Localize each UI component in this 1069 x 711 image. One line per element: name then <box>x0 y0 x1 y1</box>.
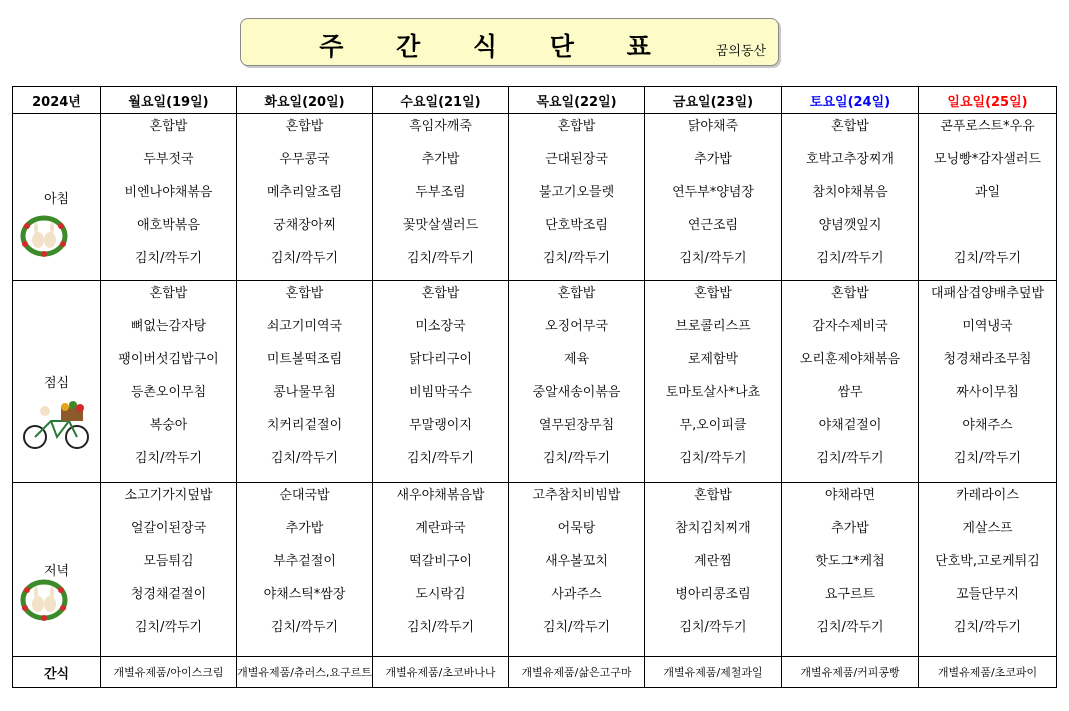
menu-item: 김치/깍두기 <box>953 620 1022 635</box>
day-header-mon: 월요일(19일) <box>101 87 237 114</box>
menu-item: 혼합밥 <box>149 119 188 134</box>
meal-row-dinner <box>13 483 1057 657</box>
snack-item: 개별유제품/제철과일 <box>645 657 782 688</box>
menu-item: 치커리겉절이 <box>266 418 343 433</box>
menu-item: 혼합밥 <box>831 119 869 134</box>
menu-cell <box>645 281 782 483</box>
day-header-tue: 화요일(20일) <box>237 87 373 114</box>
menu-item: 떡갈비구이 <box>409 554 472 569</box>
menu-item: 김치/깍두기 <box>679 620 747 635</box>
day-header-fri: 금요일(23일) <box>645 87 782 114</box>
menu-item: 무,오이피클 <box>679 418 747 433</box>
menu-item: 김치/깍두기 <box>542 251 611 266</box>
year-header: 2024년 <box>13 87 101 114</box>
header-row <box>13 87 1057 114</box>
snack-row <box>13 657 1057 688</box>
menu-item: 김치/깍두기 <box>406 451 475 466</box>
meal-row-lunch <box>13 281 1057 483</box>
menu-item: 대패삼겹양배추덮밥 <box>930 286 1045 301</box>
menu-item: 부추겉절이 <box>273 554 336 569</box>
menu-item: 김치/깍두기 <box>134 251 203 266</box>
snack-item: 개별유제품/츄러스,요구르트 <box>237 657 373 688</box>
menu-item: 야채스틱*쌈장 <box>263 587 346 602</box>
menu-item: 비엔나야채볶음 <box>124 185 213 200</box>
menu-item: 김치/깍두기 <box>406 251 475 266</box>
menu-item: 얼갈이된장국 <box>130 521 207 536</box>
menu-item: 미소장국 <box>415 319 466 334</box>
menu-cell <box>101 114 237 281</box>
menu-cell <box>101 281 237 483</box>
menu-item: 김치/깍두기 <box>679 451 747 466</box>
menu-item: 중알새송이볶음 <box>532 385 621 400</box>
meal-label-cell <box>13 114 101 281</box>
menu-item: 혼합밥 <box>831 286 869 301</box>
menu-item: 연근조림 <box>687 218 739 233</box>
menu-item <box>919 213 1056 246</box>
menu-item: 연두부*양념장 <box>672 185 754 200</box>
menu-item: 청경채겉절이 <box>130 587 207 602</box>
menu-item: 김치/깍두기 <box>816 451 884 466</box>
page-subtitle: 꿈의동산 <box>715 44 766 59</box>
menu-cell <box>645 483 782 657</box>
menu-cell <box>919 483 1057 657</box>
menu-item: 궁채장아찌 <box>273 218 336 233</box>
menu-cell <box>782 114 919 281</box>
menu-item: 비빔막국수 <box>409 385 472 400</box>
menu-item: 청경채라조무침 <box>943 352 1032 367</box>
meal-label-cell <box>13 281 101 483</box>
menu-item: 무말랭이지 <box>409 418 472 433</box>
menu-cell <box>919 114 1057 281</box>
menu-item: 단호박,고로케튀김 <box>935 554 1040 569</box>
menu-item: 꽃맛살샐러드 <box>402 218 479 233</box>
menu-item: 참치야채볶음 <box>812 185 888 200</box>
menu-item: 팽이버섯김밥구이 <box>118 352 219 367</box>
menu-cell <box>237 281 373 483</box>
menu-cell <box>509 483 645 657</box>
meal-label: 점심 <box>43 376 70 391</box>
menu-item: 쇠고기미역국 <box>266 319 343 334</box>
menu-item: 사과주스 <box>551 587 602 602</box>
menu-item: 오리훈제야채볶음 <box>799 352 901 367</box>
menu-item: 소고기가지덮밥 <box>124 488 213 503</box>
menu-item: 참치김치찌개 <box>675 521 751 536</box>
menu-item: 혼합밥 <box>694 286 732 301</box>
menu-cell <box>919 281 1057 483</box>
meal-label: 저녁 <box>43 564 70 579</box>
menu-cell <box>373 483 509 657</box>
menu-item: 흑임자깨죽 <box>409 119 472 134</box>
menu-item: 뼈없는감자탕 <box>130 319 207 334</box>
menu-item: 닭다리구이 <box>409 352 472 367</box>
menu-item: 김치/깍두기 <box>270 451 339 466</box>
menu-item: 콘푸로스트*우유 <box>940 119 1035 134</box>
menu-item: 도시락김 <box>415 587 466 602</box>
menu-item: 야채라면 <box>824 488 876 503</box>
menu-item: 김치/깍두기 <box>134 451 203 466</box>
menu-item: 김치/깍두기 <box>134 620 203 635</box>
menu-item: 콩나물무침 <box>273 385 336 400</box>
menu-item: 근대된장국 <box>545 152 608 167</box>
menu-item: 혼합밥 <box>694 488 732 503</box>
menu-item: 카레라이스 <box>956 488 1019 503</box>
snack-item: 개별유제품/삶은고구마 <box>509 657 645 688</box>
menu-item: 계란파국 <box>415 521 466 536</box>
menu-item: 양념깻잎지 <box>818 218 882 233</box>
menu-item: 모듬튀김 <box>143 554 194 569</box>
menu-item: 야채겉절이 <box>818 418 882 433</box>
snack-item: 개별유제품/커피콩빵 <box>782 657 919 688</box>
menu-cell <box>509 281 645 483</box>
menu-item: 로제함박 <box>687 352 739 367</box>
menu-item: 김치/깍두기 <box>953 251 1022 266</box>
menu-cell <box>509 114 645 281</box>
menu-item: 혼합밥 <box>285 286 324 301</box>
menu-item: 김치/깍두기 <box>406 620 475 635</box>
menu-item: 단호박조림 <box>545 218 608 233</box>
menu-item: 메추리알조림 <box>266 185 343 200</box>
menu-item: 김치/깍두기 <box>816 251 884 266</box>
wreath-bunnies-icon <box>19 578 69 622</box>
menu-item: 애호박볶음 <box>137 218 200 233</box>
menu-item: 호박고추장찌개 <box>806 152 894 167</box>
bicycle-flowers-icon <box>21 401 91 451</box>
menu-item: 김치/깍두기 <box>679 251 747 266</box>
title-banner <box>240 18 779 66</box>
menu-item: 김치/깍두기 <box>270 620 339 635</box>
day-header-sun: 일요일(25일) <box>919 87 1057 114</box>
menu-item: 모닝빵*감자샐러드 <box>934 152 1041 167</box>
menu-item: 복숭아 <box>149 418 188 433</box>
menu-item: 짜사이무침 <box>956 385 1019 400</box>
menu-item: 등촌오이무침 <box>130 385 207 400</box>
menu-item: 쌈무 <box>837 385 863 400</box>
menu-item: 열무된장무침 <box>538 418 615 433</box>
menu-cell <box>373 281 509 483</box>
menu-item: 감자수제비국 <box>812 319 888 334</box>
menu-cell <box>645 114 782 281</box>
menu-item: 혼합밥 <box>557 119 596 134</box>
menu-item: 혼합밥 <box>421 286 460 301</box>
menu-item: 김치/깍두기 <box>953 451 1022 466</box>
menu-item: 게살스프 <box>962 521 1013 536</box>
menu-cell <box>101 483 237 657</box>
menu-item: 계란찜 <box>694 554 732 569</box>
menu-item: 두부조림 <box>415 185 466 200</box>
menu-item: 브로콜리스프 <box>675 319 751 334</box>
day-header-thu: 목요일(22일) <box>509 87 645 114</box>
wreath-bunnies-icon <box>19 214 69 258</box>
menu-item: 꼬들단무지 <box>956 587 1019 602</box>
menu-item: 순대국밥 <box>279 488 330 503</box>
menu-item: 추가밥 <box>694 152 732 167</box>
menu-item: 김치/깍두기 <box>270 251 339 266</box>
menu-item: 혼합밥 <box>149 286 188 301</box>
menu-item: 김치/깍두기 <box>542 451 611 466</box>
menu-item: 혼합밥 <box>285 119 324 134</box>
menu-item: 닭야채죽 <box>687 119 739 134</box>
menu-cell <box>373 114 509 281</box>
meal-label: 아침 <box>43 191 70 207</box>
meal-row-breakfast <box>13 114 1057 281</box>
menu-item: 토마토살사*나쵸 <box>665 385 761 400</box>
menu-item: 병아리콩조림 <box>675 587 751 602</box>
snack-label: 간식 <box>13 657 101 688</box>
menu-item: 야채주스 <box>962 418 1013 433</box>
menu-item: 핫도그*케첩 <box>815 554 885 569</box>
meal-label-cell <box>13 483 101 657</box>
menu-cell <box>237 114 373 281</box>
menu-item: 두부젓국 <box>143 152 194 167</box>
menu-item: 혼합밥 <box>557 286 596 301</box>
menu-cell <box>782 281 919 483</box>
menu-item: 김치/깍두기 <box>542 620 611 635</box>
menu-cell <box>782 483 919 657</box>
menu-item: 불고기오믈렛 <box>538 185 615 200</box>
snack-item: 개별유제품/아이스크림 <box>101 657 237 688</box>
menu-item: 미트볼떡조림 <box>266 352 343 367</box>
menu-item: 우무콩국 <box>279 152 330 167</box>
menu-item: 제육 <box>563 352 590 367</box>
menu-item: 오징어무국 <box>545 319 608 334</box>
menu-item: 과일 <box>974 185 1001 200</box>
menu-item: 추가밥 <box>285 521 324 536</box>
menu-item: 새우볼꼬치 <box>545 554 608 569</box>
menu-cell <box>237 483 373 657</box>
menu-item: 어묵탕 <box>557 521 596 536</box>
menu-item: 새우야채볶음밥 <box>396 488 485 503</box>
menu-item: 미역냉국 <box>962 319 1013 334</box>
menu-item: 김치/깍두기 <box>816 620 884 635</box>
menu-item: 추가밥 <box>831 521 869 536</box>
day-header-sat: 토요일(24일) <box>782 87 919 114</box>
menu-item: 고추참치비빔밥 <box>532 488 621 503</box>
menu-item: 추가밥 <box>421 152 460 167</box>
weekly-menu-table <box>12 86 1057 688</box>
page-title: 주 간 식 단 표 <box>319 32 673 61</box>
snack-item: 개별유제품/초코바나나 <box>373 657 509 688</box>
snack-item: 개별유제품/초코파이 <box>919 657 1057 688</box>
day-header-wed: 수요일(21일) <box>373 87 509 114</box>
menu-item: 요구르트 <box>824 587 876 602</box>
